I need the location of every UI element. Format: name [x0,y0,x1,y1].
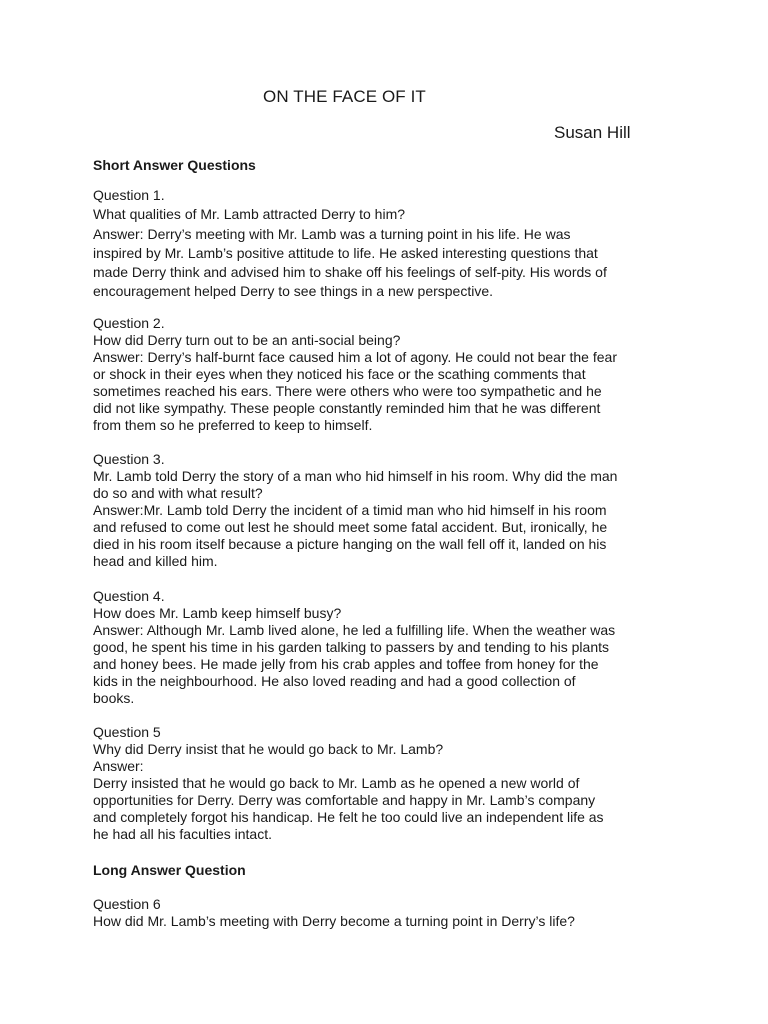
question-text: How did Derry turn out to be an anti-social being? [93,332,401,348]
question-block-2 [93,315,683,434]
question-label: Question 5 [93,724,161,740]
answer-line: books. [93,690,135,706]
question-block-4 [93,588,683,707]
answer-line: Derry insisted that he would go back to Mr. Lamb as he opened a new world of [93,775,580,791]
answer-line: head and killed him. [93,553,218,569]
question-label: Question 2. [93,315,165,331]
answer-line: opportunities for Derry. Derry was comfortable and happy in Mr. Lamb’s company [93,792,596,808]
answer-line: Answer: Derry’s half-burnt face caused him a lot of agony. He could not bear the fear [93,349,617,365]
document-author: Susan Hill [554,123,631,142]
answer-line: made Derry think and advised him to shake off his feelings of self-pity. His words of [93,264,607,281]
answer-label: Answer: [93,758,144,774]
question-text: Why did Derry insist that he would go back to Mr. Lamb? [93,741,444,757]
question-label: Question 6 [93,896,161,912]
short-answer-heading: Short Answer Questions [93,157,256,173]
question-text: do so and with what result? [93,485,263,501]
answer-line: did not like sympathy. These people constantly reminded him that he was different [93,400,601,416]
answer-line: Answer: Although Mr. Lamb lived alone, he led a fulfilling life. When the weather was [93,622,616,638]
question-label: Question 4. [93,588,165,604]
long-answer-heading: Long Answer Question [93,862,246,878]
answer-line: died in his room itself because a picture hanging on the wall fell off it, landed on his [93,536,607,552]
answer-line: kids in the neighbourhood. He also loved reading and had a good collection of [93,673,576,689]
question-block-5 [93,724,683,843]
document-title: ON THE FACE OF IT [263,87,426,106]
answer-line: from them so he preferred to keep to himself. [93,417,373,433]
answer-line: or shock in their eyes when they noticed his face or the scathing comments that [93,366,586,382]
answer-line: he had all his faculties intact. [93,826,272,842]
answer-line: good, he spent his time in his garden talking to passers by and tending to his plants [93,639,609,655]
answer-line: Answer:Mr. Lamb told Derry the incident of a timid man who hid himself in his room [93,502,607,518]
question-text: Mr. Lamb told Derry the story of a man who hid himself in his room. Why did the man [93,468,618,484]
question-text: What qualities of Mr. Lamb attracted Derry to him? [93,206,406,223]
question-block-3 [93,451,683,570]
question-text: How did Mr. Lamb’s meeting with Derry become a turning point in Derry’s life? [93,913,575,929]
answer-line: sometimes reached his ears. There were others who were too sympathetic and he [93,383,602,399]
answer-line: and refused to come out lest he should meet some fatal accident. But, ironically, he [93,519,608,535]
answer-line: encouragement helped Derry to see things in a new perspective. [93,283,494,300]
answer-line: Answer: Derry’s meeting with Mr. Lamb was a turning point in his life. He was [93,225,571,242]
answer-line: and honey bees. He made jelly from his crab apples and toffee from honey for the [93,656,599,672]
answer-line: inspired by Mr. Lamb’s positive attitude to life. He asked interesting questions that [93,244,598,261]
answer-line: and completely forgot his handicap. He felt he too could live an independent life as [93,809,604,825]
question-text: How does Mr. Lamb keep himself busy? [93,605,342,621]
question-label: Question 3. [93,451,165,467]
question-label: Question 1. [93,187,165,203]
question-block-1 [93,186,683,302]
question-block-6 [93,896,683,930]
